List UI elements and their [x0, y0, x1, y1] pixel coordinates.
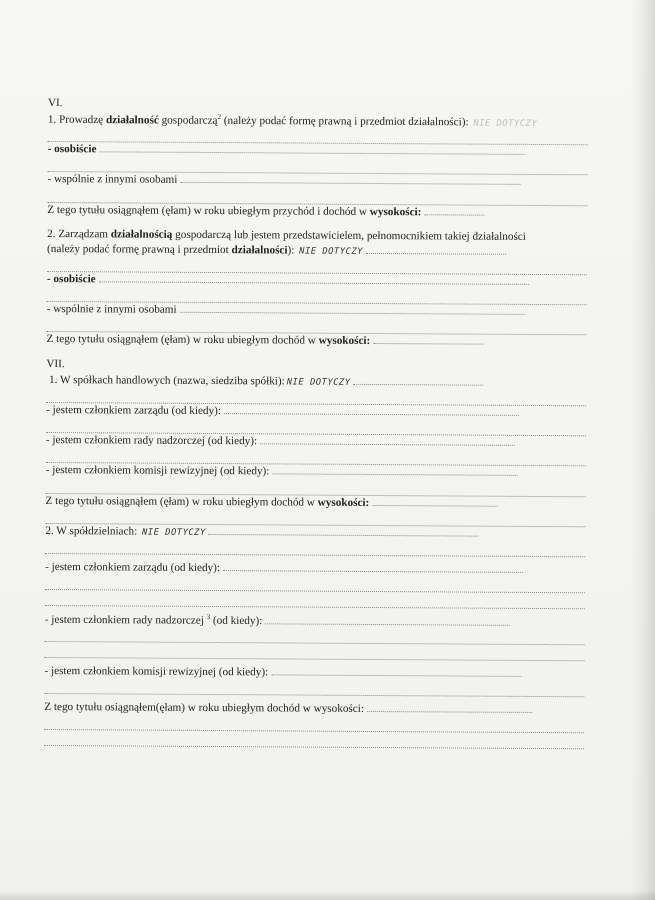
fill-line [180, 173, 520, 185]
declaration-form [44, 96, 588, 749]
komisja-row: - jestem członkiem komisji rewizyjnej (od kiedy): [46, 463, 586, 481]
fill-line [179, 303, 524, 315]
item-1-question: 1. Prowadzę działalność gospodarczą$^2$ (należy podać formę prawną i przedmiot działalności): NIE DOTYCZY [47, 113, 538, 129]
fill-line [271, 665, 521, 677]
answer-line [44, 730, 584, 749]
handwritten-answer: NIE DOTYCZY [473, 118, 538, 129]
section-vii-item-1 [45, 373, 586, 527]
fill-line [98, 272, 528, 285]
komisja-row: - jestem członkiem komisji rewizyjnej (od kiedy): [44, 664, 584, 682]
fill-line [265, 614, 510, 625]
handwritten-answer: NIE DOTYCZY [286, 377, 351, 388]
handwritten-answer: NIE DOTYCZY [299, 246, 363, 257]
osobiscie-row: - osobiście [48, 142, 588, 160]
spoldzielnie-question: 2. W spółdzielniach: NIE DOTYCZY [45, 524, 585, 542]
section-vii-title: VII. [46, 357, 65, 371]
zarzad-row: - jestem członkiem zarządu (od kiedy): [45, 560, 585, 578]
dochod-row: Z tego tytułu osiągnąłem (ęłam) w roku ubiegłym dochód w wysokości: [45, 494, 585, 512]
dochod-row: Z tego tytułu osiągnąłem (ęłam) w roku ubiegłym dochód w wysokości: [46, 332, 586, 350]
scan-bottom-shadow [0, 890, 655, 900]
spolki-question: 1. W spółkach handlowych (nazwa, siedziba spółki): NIE DOTYCZY [46, 373, 586, 391]
section-vi-item-2 [46, 227, 587, 350]
osobiscie-row: - osobiście [47, 272, 587, 290]
fill-line [373, 334, 483, 345]
fill-line [353, 375, 483, 386]
fill-line [99, 143, 524, 156]
item-2-question: 2. Zarządzam działalnością gospodarczą lub jestem przedstawicielem, pełnomocnikiem takiej działalności [47, 228, 526, 244]
section-vi-item-1 [47, 112, 588, 220]
section-vi-title: VI. [47, 96, 63, 110]
fill-line [209, 525, 479, 537]
section-vii-item-2 [44, 524, 585, 749]
scan-edge-shadow [631, 0, 655, 900]
zarzad-row: - jestem członkiem zarządu (od kiedy): [46, 403, 586, 421]
dochod-row: Z tego tytułu osiągnąłem(ęłam) w roku ubiegłym dochód w wysokości: [44, 700, 584, 718]
fill-line [366, 244, 506, 255]
fill-line [272, 465, 517, 476]
wspolnie-row: - wspólnie z innymi osobami [47, 172, 587, 190]
handwritten-answer: NIE DOTYCZY [141, 527, 206, 538]
rada-row: - jestem członkiem rady nadzorczej $^3$ (od kiedy): [45, 612, 585, 630]
fill-line [224, 404, 519, 416]
item-2-question-cont: (należy podać formę prawną i przedmiot działalności): NIE DOTYCZY [47, 242, 587, 260]
fill-line [223, 561, 523, 573]
rada-row: - jestem członkiem rady nadzorczej (od kiedy): [46, 433, 586, 451]
wspolnie-row: - wspólnie z innymi osobami [47, 302, 587, 320]
fill-line [260, 435, 515, 447]
dochod-row: Z tego tytułu osiągnąłem (ęłam) w roku ubiegłym przychód i dochód w wysokości: [47, 203, 587, 221]
fill-line [424, 205, 484, 215]
fill-line [367, 702, 532, 713]
fill-line [372, 496, 497, 507]
